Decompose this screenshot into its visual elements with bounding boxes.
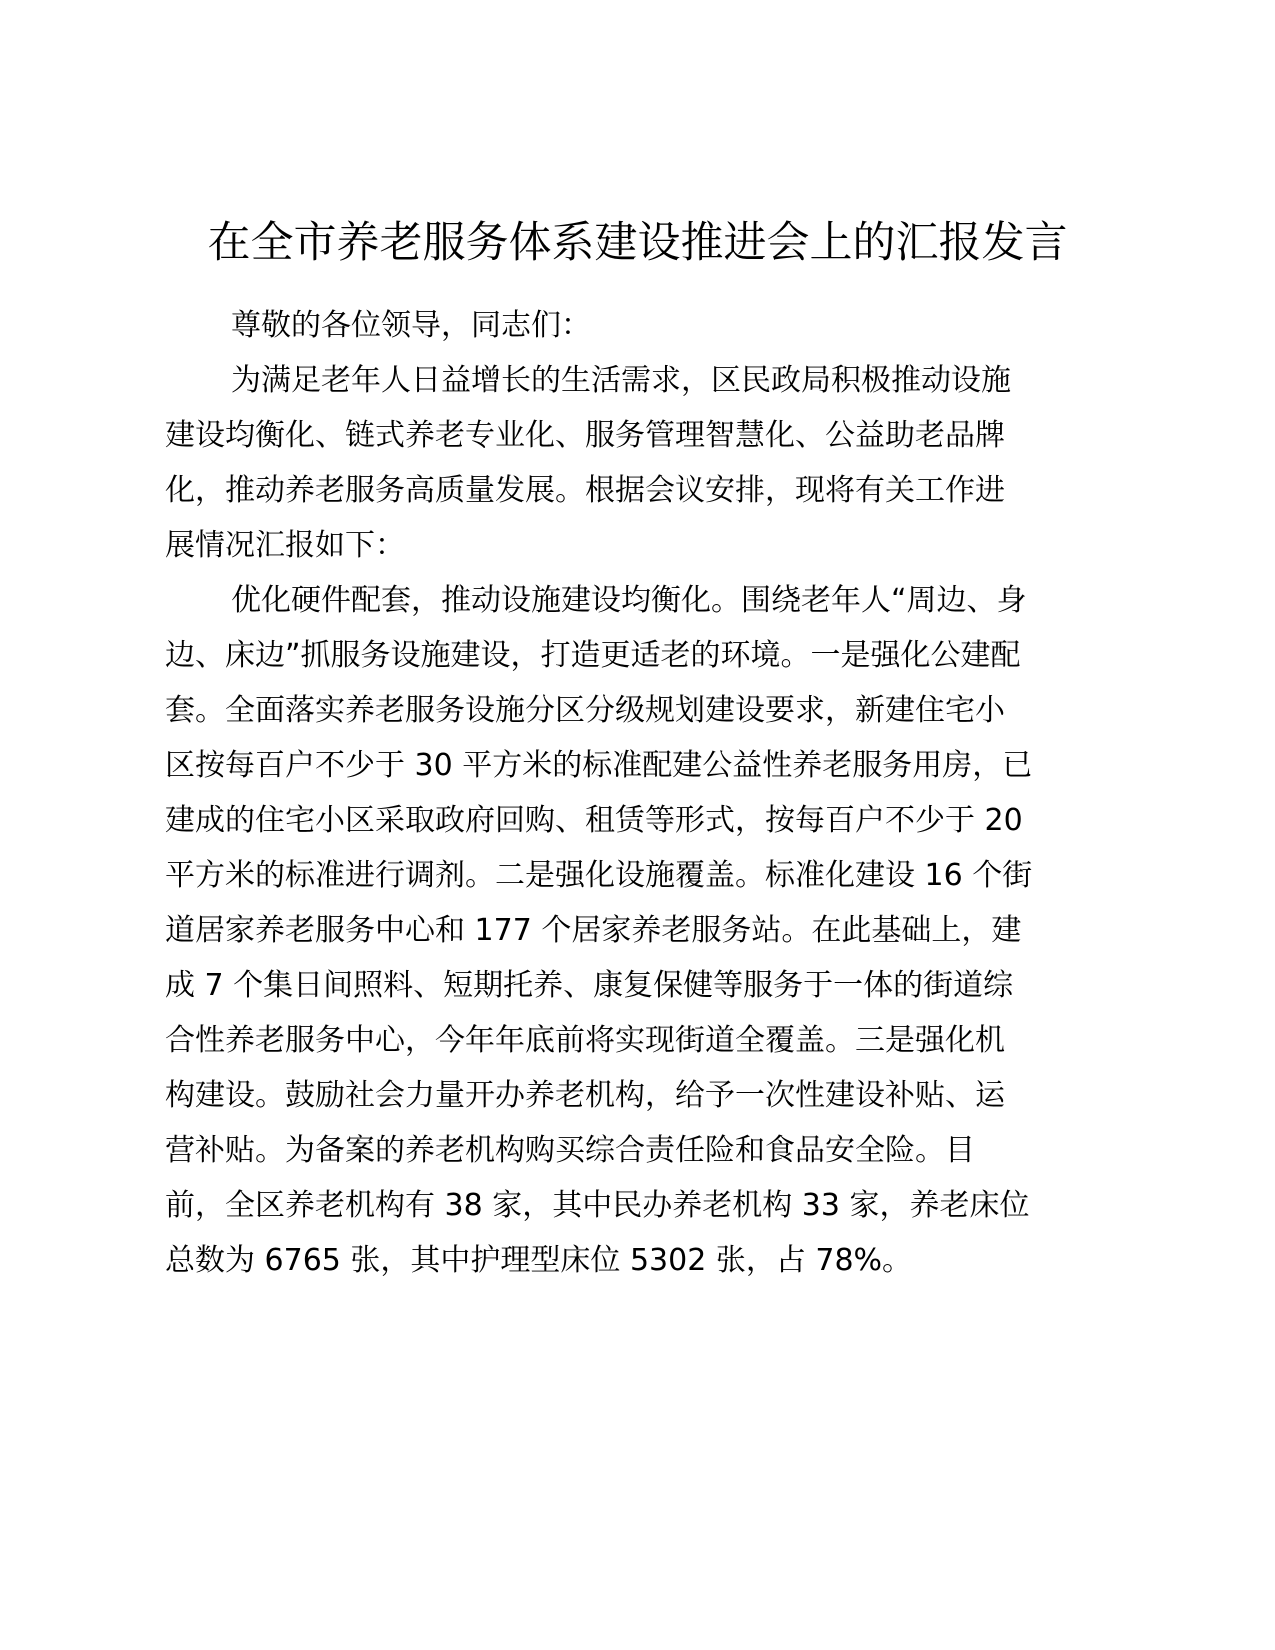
paragraph-line: 前，全区养老机构有 38 家，其中民办养老机构 33 家，养老床位 [165, 1188, 1030, 1223]
paragraph-line: 合性养老服务中心，今年年底前将实现街道全覆盖。三是强化机 [165, 1023, 1005, 1058]
paragraph-line: 平方米的标准进行调剂。二是强化设施覆盖。标准化建设 16 个街 [165, 858, 1033, 893]
paragraph-line: 套。全面落实养老服务设施分区分级规划建设要求，新建住宅小 [165, 693, 1005, 728]
paragraph-line: 化，推动养老服务高质量发展。根据会议安排，现将有关工作进 [165, 473, 1005, 508]
paragraph-line: 展情况汇报如下： [165, 528, 405, 563]
paragraph-line: 成 7 个集日间照料、短期托养、康复保健等服务于一体的街道综 [165, 968, 1014, 1003]
paragraph-line: 总数为 6765 张，其中护理型床位 5302 张，占 78%。 [165, 1243, 913, 1278]
paragraph-line: 优化硬件配套，推动设施建设均衡化。围绕老年人“周边、身 [231, 583, 1027, 618]
document-title: 在全市养老服务体系建设推进会上的汇报发言 [207, 218, 1068, 268]
paragraph-line: 道居家养老服务中心和 177 个居家养老服务站。在此基础上，建 [165, 913, 1022, 948]
paragraph-line: 建成的住宅小区采取政府回购、租赁等形式，按每百户不少于 20 [165, 803, 1023, 838]
salutation-line: 尊敬的各位领导，同志们： [231, 308, 591, 343]
paragraph-line: 构建设。鼓励社会力量开办养老机构，给予一次性建设补贴、运 [165, 1078, 1005, 1113]
paragraph-line: 建设均衡化、链式养老专业化、服务管理智慧化、公益助老品牌 [165, 418, 1005, 453]
paragraph-line: 边、床边”抓服务设施建设，打造更适老的环境。一是强化公建配 [165, 638, 1021, 673]
paragraph-line: 为满足老年人日益增长的生活需求，区民政局积极推动设施 [231, 363, 1011, 398]
paragraph-line: 营补贴。为备案的养老机构购买综合责任险和食品安全险。目 [165, 1133, 975, 1168]
paragraph-line: 区按每百户不少于 30 平方米的标准配建公益性养老服务用房，已 [165, 748, 1033, 783]
